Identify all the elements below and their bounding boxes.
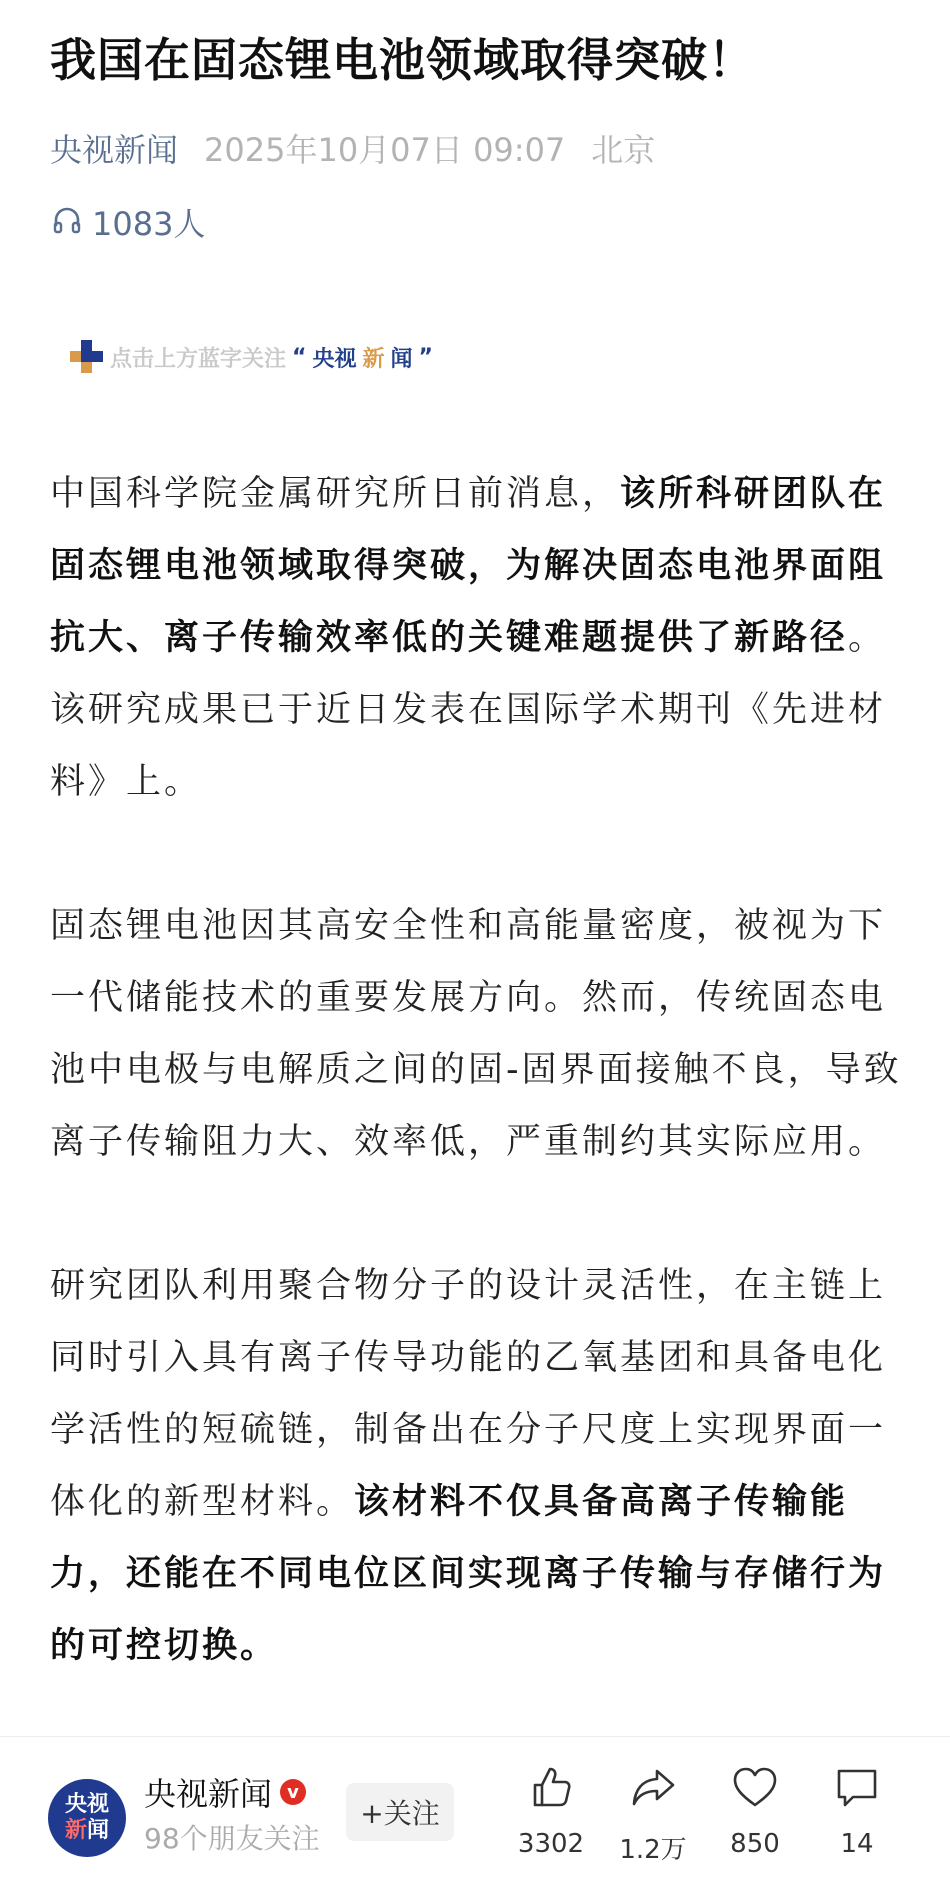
promo-text: 点击上方蓝字关注 [110,346,287,372]
listen-count[interactable] [52,202,205,246]
like-count: 3302 [517,1829,585,1859]
comment-button[interactable] [802,1763,912,1859]
paragraph-3-bold: 该材料不仅具备高离子传输能力，还能在不同电位区间实现离子传输与存储行为的可控切换。 [50,1482,887,1666]
follow-promo-banner[interactable] [70,340,433,374]
promo-quote-open: “ [292,344,307,370]
share-button[interactable] [598,1763,708,1866]
share-count: 1.2万 [619,1835,687,1865]
account-name-text: 央视新闻 [144,1775,273,1813]
favorite-count: 850 [730,1829,780,1859]
share-arrow-icon [629,1763,677,1815]
thumbs-up-icon [527,1763,575,1815]
paragraph-2-text: 固态锂电池因其高安全性和高能量密度，被视为下一代储能技术的重要发展方向。然而，传统固态电池中电极与电解质之间的固-固界面接触不良，导致离子传输阻力大、效率低，严重制约其实际应用。 [50,906,902,1162]
friends-following-count: 98个朋友关注 [144,1822,320,1855]
follow-button[interactable]: +关注 [346,1783,454,1841]
paragraph-1-text-a: 中国科学院金属研究所日前消息， [50,474,621,514]
promo-quote-close: ” [418,344,433,370]
avatar-text-bottom: 新闻 [64,1818,110,1843]
account-name[interactable] [144,1769,306,1815]
listener-count-text: 1083人 [92,205,206,243]
verified-badge-icon: v [280,1779,306,1805]
publish-date: 2025年10月07日 09:07 [204,131,566,169]
paragraph-3 [50,1250,910,1682]
paragraph-1 [50,458,910,818]
bottom-action-bar [0,1736,950,1879]
article-title: 我国在固态锂电池领域取得突破！ [50,33,755,87]
promo-brand-b: 新 [362,346,385,372]
like-button[interactable] [496,1763,606,1859]
avatar-text-top: 央视 [64,1792,109,1817]
heart-icon [731,1763,779,1815]
publish-location: 北京 [591,131,656,169]
avatar[interactable] [48,1779,126,1857]
paragraph-1-bold: 该所科研团队在固态锂电池领域取得突破，为解决固态电池界面阻抗大、离子传输效率低的关键难题提供了新路径 [50,474,887,658]
paragraph-2 [50,890,910,1178]
headphones-icon [52,202,82,246]
paragraph-1-text-b: 。该研究成果已于近日发表在国际学术期刊《先进材料》上。 [50,618,887,802]
comment-bubble-icon [833,1763,881,1815]
promo-brand-c: 闻 [390,346,413,372]
favorite-button[interactable] [700,1763,810,1859]
article-meta [50,128,655,172]
paragraph-3-text: 研究团队利用聚合物分子的设计灵活性，在主链上同时引入具有离子传导功能的乙氧基团和具备电化学活性的短硫链，制备出在分子尺度上实现界面一体化的新型材料。 [50,1266,887,1522]
article-body [50,458,910,1754]
comment-count: 14 [840,1829,874,1859]
source-account-link[interactable]: 央视新闻 [50,131,179,169]
brand-logo-icon [70,340,104,374]
promo-brand-a: 央视 [312,346,357,372]
